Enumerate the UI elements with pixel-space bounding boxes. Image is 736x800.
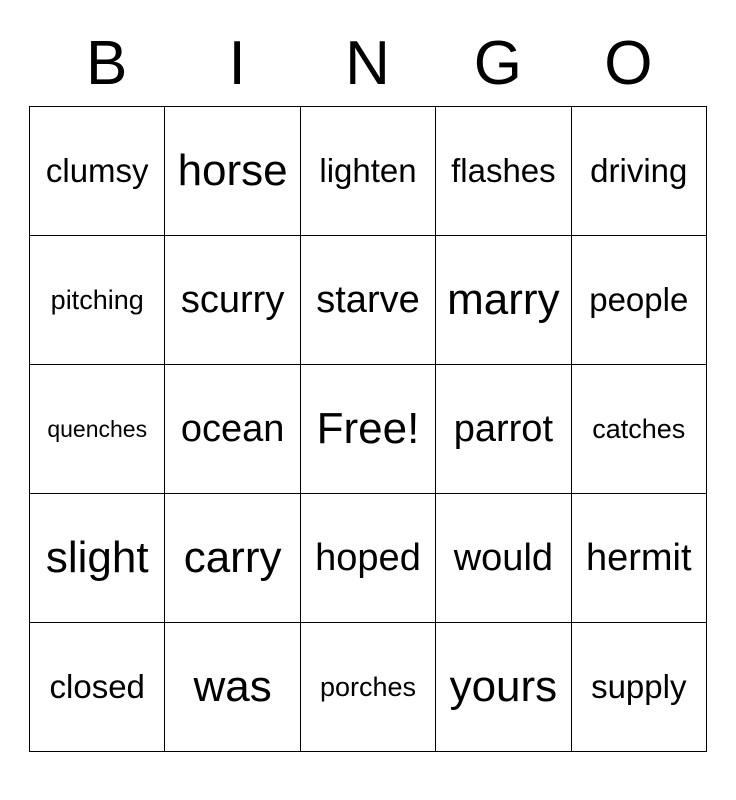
bingo-cell-n5[interactable]: porches	[300, 623, 435, 752]
bingo-cell-o1[interactable]: driving	[571, 107, 706, 236]
bingo-cell-o4[interactable]: hermit	[571, 494, 706, 623]
header-letter-n: N	[345, 29, 391, 98]
bingo-cell-n1[interactable]: lighten	[300, 107, 435, 236]
bingo-cell-i4[interactable]: carry	[165, 494, 300, 623]
bingo-grid	[29, 106, 707, 752]
bingo-cell-g4[interactable]: would	[436, 494, 571, 623]
bingo-cell-o5[interactable]: supply	[571, 623, 706, 752]
bingo-header	[42, 0, 694, 100]
bingo-cell-i2[interactable]: scurry	[165, 236, 300, 365]
header-letter-i: I	[228, 29, 247, 98]
bingo-cell-b1[interactable]: clumsy	[30, 107, 165, 236]
bingo-cell-b2[interactable]: pitching	[30, 236, 165, 365]
bingo-cell-n2[interactable]: starve	[300, 236, 435, 365]
bingo-cell-o2[interactable]: people	[571, 236, 706, 365]
bingo-cell-free-space[interactable]: Free!	[300, 365, 435, 494]
header-letter-g: G	[473, 29, 524, 98]
table-row	[30, 494, 707, 623]
bingo-cell-b3[interactable]: quenches	[30, 365, 165, 494]
table-row	[30, 623, 707, 752]
bingo-cell-n4[interactable]: hoped	[300, 494, 435, 623]
bingo-cell-g5[interactable]: yours	[436, 623, 571, 752]
bingo-cell-i1[interactable]: horse	[165, 107, 300, 236]
table-row	[30, 365, 707, 494]
bingo-cell-o3[interactable]: catches	[571, 365, 706, 494]
table-row	[30, 236, 707, 365]
table-row	[30, 107, 707, 236]
bingo-cell-g1[interactable]: flashes	[436, 107, 571, 236]
header-letter-b: B	[86, 29, 129, 98]
bingo-cell-i3[interactable]: ocean	[165, 365, 300, 494]
bingo-cell-g2[interactable]: marry	[436, 236, 571, 365]
bingo-cell-b4[interactable]: slight	[30, 494, 165, 623]
bingo-cell-b5[interactable]: closed	[30, 623, 165, 752]
bingo-cell-g3[interactable]: parrot	[436, 365, 571, 494]
header-letter-o: O	[604, 29, 654, 98]
bingo-cell-i5[interactable]: was	[165, 623, 300, 752]
